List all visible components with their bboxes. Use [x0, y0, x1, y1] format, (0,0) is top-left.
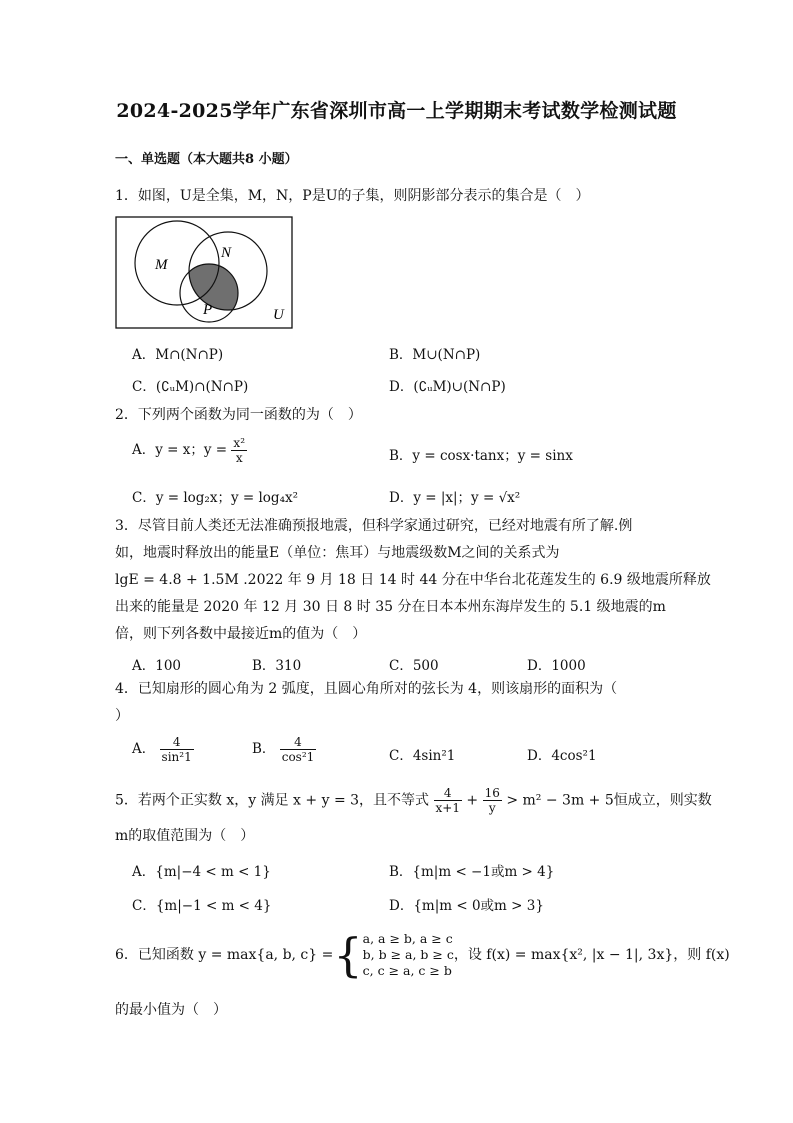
- q2-option-a[interactable]: [132, 436, 247, 465]
- q4-b-fraction: $\frac{4}{\text{cos²1}}$: [281, 735, 315, 764]
- venn-diagram: [115, 216, 293, 329]
- question-4-line-2: ）: [115, 708, 129, 724]
- page-title: 2024-2025学年广东省深圳市高一上学期期末考试数学检测试题: [116, 100, 677, 122]
- question-3-line-2: 如，地震时释放出的能量E（单位：焦耳）与地震级数M之间的关系式为: [115, 545, 560, 561]
- q1-option-d[interactable]: D．(∁ᵤM)∪(N∩P): [389, 379, 506, 395]
- q3-option-d[interactable]: D．1000: [527, 658, 586, 674]
- q5-option-c[interactable]: C．{m|−1 < m < 4}: [132, 898, 272, 914]
- q3-option-b[interactable]: B．310: [252, 658, 302, 674]
- question-5-line-1: 5．若两个正实数 x，y 满足 x + y = 3，且不等式 $\frac{4}{x+1}$ + $\frac{16}{y}$ > m² − 3m + 5恒成立，则实数: [115, 786, 712, 815]
- question-6-line-1: 6．已知函数 y = max{a, b, c} ={ a, a ≥ b, a ≥ c b, b ≥ a, b ≥ c c, c ≥ a, c ≥ b ，设 f(x) = max{x², |x − 1|, 3x}，则 f(x): [115, 928, 730, 982]
- q4-option-d[interactable]: D．4cos²1: [527, 748, 597, 764]
- q5-option-a[interactable]: A．{m|−4 < m < 1}: [132, 864, 271, 880]
- label-p: P: [203, 302, 213, 318]
- section-heading: 一、单选题（本大题共8 小题）: [115, 152, 298, 167]
- question-4-line-1: 4．已知扇形的圆心角为 2 弧度，且圆心角所对的弦长为 4，则该扇形的面积为（: [115, 681, 618, 697]
- question-6-line-2: 的最小值为（ ）: [115, 1002, 227, 1018]
- q4-option-c[interactable]: C．4sin²1: [389, 748, 456, 764]
- q4-a-fraction: $\frac{4}{\text{sin²1}}$: [161, 735, 192, 764]
- label-n: N: [221, 245, 232, 261]
- q1-option-a[interactable]: A．M∩(N∩P): [132, 347, 224, 363]
- question-3-line-4: 出来的能量是 2020 年 12 月 30 日 8 时 35 分在日本本州东海岸发生的 5.1 级地震的m: [115, 599, 666, 615]
- label-m: M: [155, 257, 168, 273]
- q5-option-d[interactable]: D．{m|m < 0或m > 3}: [389, 898, 544, 914]
- q2-option-d[interactable]: D．y = |x|；y = √x²: [389, 490, 521, 506]
- question-1: 1．如图，U是全集，M，N，P是U的子集，则阴影部分表示的集合是（ ）: [115, 188, 590, 204]
- q2-option-b[interactable]: B．y = cosx·tanx；y = sinx: [389, 448, 573, 464]
- q1-option-b[interactable]: B．M∪(N∩P): [389, 347, 481, 363]
- label-u: U: [273, 307, 284, 323]
- q5-fraction-1: $\frac{4}{x+1}$: [435, 786, 460, 815]
- question-2: 2．下列两个函数为同一函数的为（ ）: [115, 407, 362, 423]
- q5-fraction-2: $\frac{16}{y}$: [484, 786, 500, 815]
- q4-option-b[interactable]: B． $\frac{4}{\text{cos²1}}$: [252, 735, 315, 764]
- q2-a-prefix: A．y = x；y =: [132, 442, 228, 458]
- q1-option-c[interactable]: C．(∁ᵤM)∩(N∩P): [132, 379, 249, 395]
- question-3-line-3: lgE = 4.8 + 1.5M .2022 年 9 月 18 日 14 时 44 分在中华台北花莲发生的 6.9 级地震所释放: [115, 572, 711, 588]
- q4-option-a[interactable]: A． $\frac{4}{\text{sin²1}}$: [132, 735, 192, 764]
- set-m-circle: [135, 221, 219, 305]
- question-3-line-5: 倍，则下列各数中最接近m的值为（ ）: [115, 626, 367, 642]
- q6-cases: a, a ≥ b, a ≥ c b, b ≥ a, b ≥ c c, c ≥ a, c ≥ b: [362, 931, 454, 978]
- q2-a-fraction: $\frac{\text{x²}}{x}$: [233, 436, 245, 465]
- q3-option-a[interactable]: A．100: [132, 658, 182, 674]
- question-5-line-2: m的取值范围为（ ）: [115, 828, 255, 844]
- question-3-line-1: 3．尽管目前人类还无法准确预报地震，但科学家通过研究，已经对地震有所了解.例: [115, 518, 633, 534]
- q5-option-b[interactable]: B．{m|m < −1或m > 4}: [389, 864, 555, 880]
- q2-option-c[interactable]: C．y = log₂x；y = log₄x²: [132, 490, 299, 506]
- q3-option-c[interactable]: C．500: [389, 658, 439, 674]
